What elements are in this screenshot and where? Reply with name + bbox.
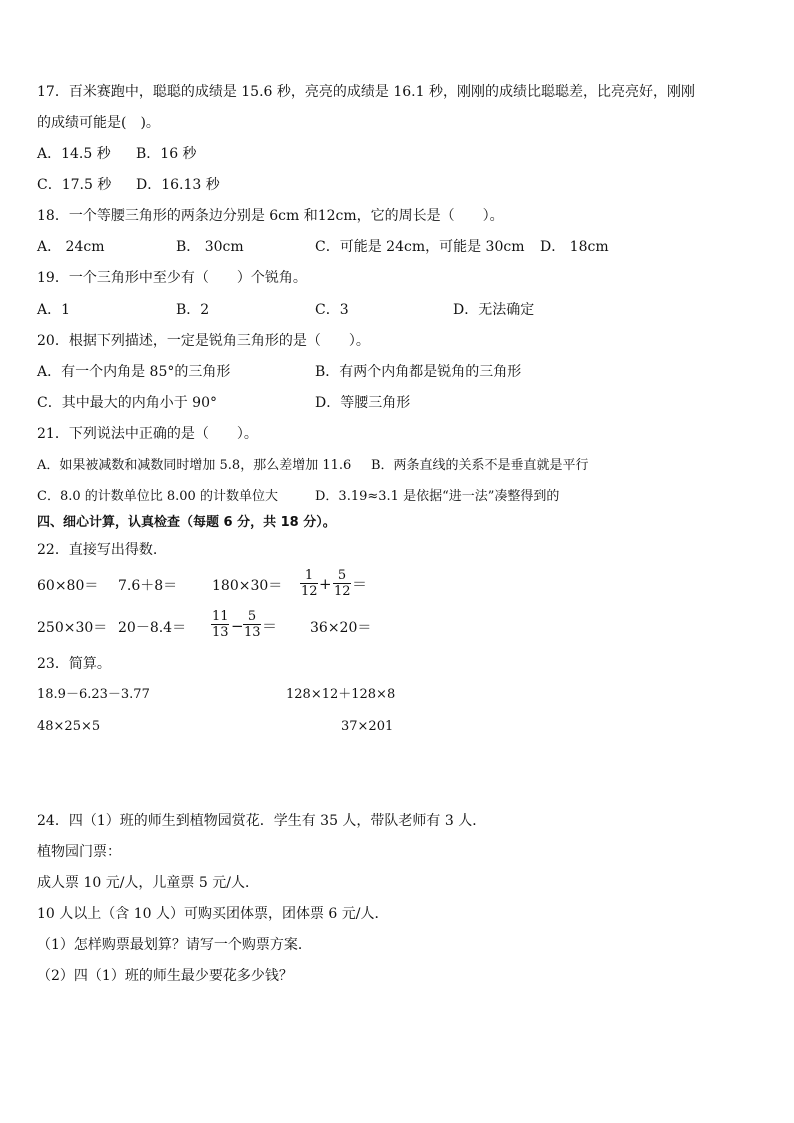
q17-option-c: C．17.5 秒 (37, 177, 112, 193)
q20-option-d: D．等腰三角形 (315, 395, 411, 411)
q18-stem: 18．一个等腰三角形的两条边分别是 6cm 和12cm，它的周长是（ ）。 (37, 208, 504, 224)
q22-fraction-1-numerator: 1 (300, 568, 318, 584)
q17-stem-line1: 17．百米赛跑中，聪聪的成绩是 15.6 秒，亮亮的成绩是 16.1 秒，刚刚的成绩比聪聪差，比亮亮好，刚刚 (37, 84, 695, 100)
q24-line-2: 植物园门票： (37, 844, 121, 860)
q22-fraction-4-denominator: 13 (244, 625, 261, 640)
q23-expr-4: 37×201 (341, 719, 394, 734)
q24-sub-question-1: （1）怎样购票最划算？请写一个购票方案． (37, 937, 312, 953)
q22-fraction-3-numerator: 11 (212, 609, 229, 624)
q19-option-c: C．3 (315, 302, 349, 318)
q22-fraction-minus: − (231, 617, 244, 635)
section-heading: 四、细心计算，认真检查（每题 6 分，共 18 分）。 (37, 515, 336, 530)
q21-option-d: D．3.19≈3.1 是依据“进一法”凑整得到的 (315, 489, 560, 504)
q20-stem: 20．根据下列描述，一定是锐角三角形的是（ ）。 (37, 333, 370, 349)
q21-stem: 21．下列说法中正确的是（ ）。 (37, 426, 258, 442)
q22-fraction-equals-1: ＝ (352, 575, 368, 593)
q18-option-a: A． 24cm (37, 239, 105, 255)
q22-fraction-3-denominator: 13 (212, 625, 229, 640)
q18-option-c: C．可能是 24cm，可能是 30cm (315, 239, 525, 255)
q21-option-a: A．如果被减数和减数同时增加 5.8，那么差增加 11.6 (37, 458, 352, 473)
q22-expr-5: 20－8.4＝ (118, 620, 187, 636)
q19-option-d: D．无法确定 (453, 302, 535, 318)
q19-stem: 19．一个三角形中至少有（ ）个锐角。 (37, 270, 307, 286)
q22-fraction-4-numerator: 5 (243, 609, 261, 625)
q23-stem: 23．简算。 (37, 656, 111, 672)
q22-fraction-1 (300, 568, 318, 599)
q22-fraction-1-denominator: 12 (301, 584, 318, 599)
q24-line-4: 10 人以上（含 10 人）可购买团体票，团体票 6 元/人． (37, 906, 389, 922)
q22-expr-1: 60×80＝ (37, 578, 99, 594)
q22-fraction-4 (243, 609, 261, 640)
q18-option-d: D． 18cm (540, 239, 609, 255)
q22-fraction-2-numerator: 5 (333, 568, 351, 584)
q17-option-a: A．14.5 秒 (37, 146, 111, 162)
q19-option-b: B．2 (176, 302, 210, 318)
q19-option-a: A．1 (37, 302, 71, 318)
q22-fraction-equals-2: ＝ (262, 617, 278, 635)
q22-expr-2: 7.6＋8＝ (118, 578, 178, 594)
q23-expr-1: 18.9－6.23－3.77 (37, 687, 150, 702)
q17-option-b: B．16 秒 (136, 146, 197, 162)
q22-stem: 22．直接写出得数. (37, 542, 158, 558)
q21-option-c: C．8.0 的计数单位比 8.00 的计数单位大 (37, 489, 278, 504)
q23-expr-2: 128×12＋128×8 (286, 687, 396, 702)
q21-option-b: B．两条直线的关系不是垂直就是平行 (371, 458, 589, 473)
q20-option-b: B．有两个内角都是锐角的三角形 (315, 364, 522, 380)
q22-fraction-3 (211, 609, 229, 640)
q24-sub-question-2: （2）四（1）班的师生最少要花多少钱？ (37, 968, 293, 984)
q22-fraction-plus: + (319, 575, 332, 593)
q20-option-a: A．有一个内角是 85°的三角形 (37, 364, 231, 380)
q24-line-3: 成人票 10 元/人，儿童票 5 元/人． (37, 875, 259, 891)
q20-option-c: C．其中最大的内角小于 90° (37, 395, 217, 411)
q22-expr-6: 36×20＝ (310, 620, 372, 636)
q17-stem-line2: 的成绩可能是( )。 (37, 115, 160, 131)
q18-option-b: B． 30cm (176, 239, 244, 255)
q22-expr-4: 250×30＝ (37, 620, 108, 636)
q22-fraction-2 (333, 568, 351, 599)
q22-fraction-2-denominator: 12 (334, 584, 351, 599)
q23-expr-3: 48×25×5 (37, 719, 101, 734)
q24-stem: 24．四（1）班的师生到植物园赏花．学生有 35 人，带队老师有 3 人． (37, 813, 487, 829)
q22-expr-3: 180×30＝ (212, 578, 283, 594)
q17-option-d: D．16.13 秒 (136, 177, 220, 193)
